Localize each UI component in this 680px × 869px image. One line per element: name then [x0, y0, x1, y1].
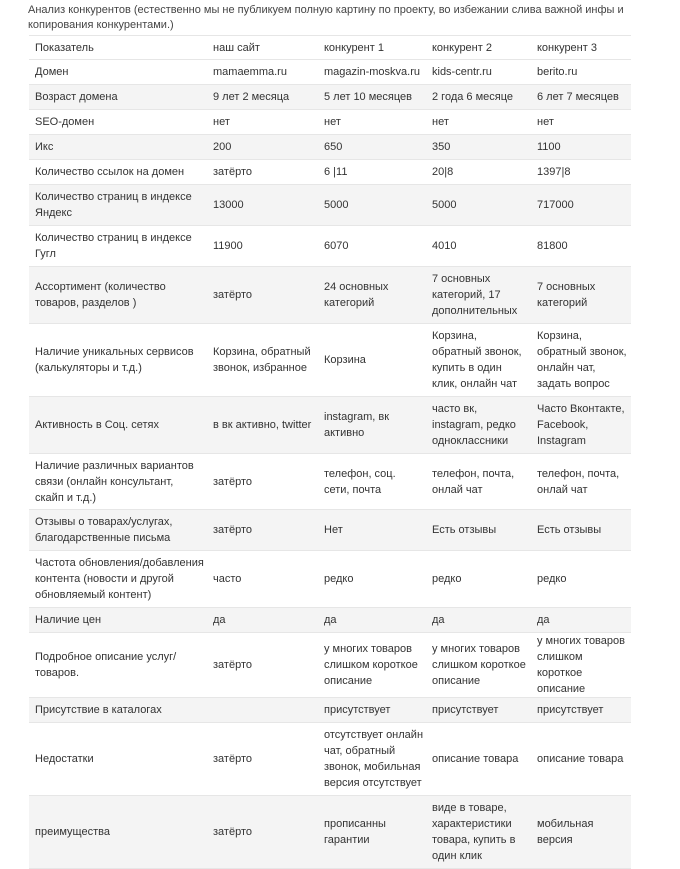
table-row [29, 796, 631, 869]
table-cell: Икс [29, 135, 207, 160]
table-cell: телефон, соц. сети, почта [318, 454, 426, 510]
table-row [29, 633, 631, 698]
table-cell: Нет [318, 510, 426, 551]
table-row [29, 510, 631, 551]
table-cell: Корзина, обратный звонок, избранное [207, 324, 318, 397]
table-cell: нет [318, 110, 426, 135]
table-cell: 20|8 [426, 160, 531, 185]
table-cell: 5 лет 10 месяцев [318, 85, 426, 110]
table-cell: да [318, 608, 426, 633]
table-cell: затёрто [207, 454, 318, 510]
table-cell: затёрто [207, 160, 318, 185]
table-cell: 7 основных категорий [531, 267, 631, 324]
table-cell: Корзина, обратный звонок, купить в один клик, онлайн чат [426, 324, 531, 397]
table-cell: 13000 [207, 185, 318, 226]
table-row [29, 723, 631, 796]
table-cell: отсутствует онлайн чат, обратный звонок, мобильная версия отсутствует [318, 723, 426, 796]
table-cell: 11900 [207, 226, 318, 267]
table-cell: присутствует [531, 698, 631, 723]
table-cell: телефон, почта, онлай чат [426, 454, 531, 510]
table-header-row [29, 36, 631, 60]
table-cell: Есть отзывы [531, 510, 631, 551]
table-cell: berito.ru [531, 60, 631, 85]
table-cell: часто [207, 551, 318, 608]
table-cell: 5000 [318, 185, 426, 226]
table-row [29, 608, 631, 633]
table-cell: 9 лет 2 месяца [207, 85, 318, 110]
table-cell: затёрто [207, 267, 318, 324]
table-cell: присутствует [426, 698, 531, 723]
table-cell: да [426, 608, 531, 633]
table-cell: затёрто [207, 633, 318, 698]
table-cell: Часто Вконтакте, Facebook, Instagram [531, 397, 631, 454]
table-row [29, 135, 631, 160]
table-cell: 24 основных категорий [318, 267, 426, 324]
table-cell: виде в товаре, характеристики товара, купить в один клик [426, 796, 531, 869]
table-cell: kids-centr.ru [426, 60, 531, 85]
table-row [29, 226, 631, 267]
table-cell: у многих товаров слишком короткое описание [531, 633, 631, 698]
table-cell: mamaemma.ru [207, 60, 318, 85]
table-row [29, 160, 631, 185]
table-row [29, 185, 631, 226]
table-cell: Количество ссылок на домен [29, 160, 207, 185]
table-cell: Ассортимент (количество товаров, разделов ) [29, 267, 207, 324]
table-cell: Домен [29, 60, 207, 85]
table-cell: нет [531, 110, 631, 135]
table-cell: описание товара [426, 723, 531, 796]
table-cell: описание товара [531, 723, 631, 796]
table-cell: 6 |11 [318, 160, 426, 185]
table-cell: Присутствие в каталогах [29, 698, 207, 723]
table-cell: у многих товаров слишком короткое описание [426, 633, 531, 698]
table-cell: Есть отзывы [426, 510, 531, 551]
table-cell: 1100 [531, 135, 631, 160]
table-row [29, 85, 631, 110]
table-cell: Недостатки [29, 723, 207, 796]
table-cell: 7 основных категорий, 17 дополнительных [426, 267, 531, 324]
table-cell: редко [531, 551, 631, 608]
table-cell: телефон, почта, онлай чат [531, 454, 631, 510]
table-cell: Количество страниц в индексе Яндекс [29, 185, 207, 226]
table-cell: 4010 [426, 226, 531, 267]
table-row [29, 324, 631, 397]
table-row [29, 267, 631, 324]
table-cell: затёрто [207, 723, 318, 796]
header-cell: конкурент 2 [426, 36, 531, 60]
table-row [29, 698, 631, 723]
table-cell: Подробное описание услуг/ товаров. [29, 633, 207, 698]
table-cell: 6 лет 7 месяцев [531, 85, 631, 110]
table-cell: редко [318, 551, 426, 608]
table-cell: 1397|8 [531, 160, 631, 185]
table-cell: Частота обновления/добавления контента (новости и другой обновляемый контент) [29, 551, 207, 608]
table-cell: прописанны гарантии [318, 796, 426, 869]
table-cell: часто вк, instagram, редко одноклассники [426, 397, 531, 454]
table-cell: Возраст домена [29, 85, 207, 110]
table-cell: 5000 [426, 185, 531, 226]
table-cell: да [207, 608, 318, 633]
table-cell: Наличие цен [29, 608, 207, 633]
table-row [29, 60, 631, 85]
header-cell: наш сайт [207, 36, 318, 60]
table-cell: 650 [318, 135, 426, 160]
competitor-analysis-table [29, 35, 631, 869]
header-cell: конкурент 3 [531, 36, 631, 60]
table-cell: 81800 [531, 226, 631, 267]
table-cell: Активность в Соц. сетях [29, 397, 207, 454]
table-cell: magazin-moskva.ru [318, 60, 426, 85]
table-cell: затёрто [207, 796, 318, 869]
header-cell: конкурент 1 [318, 36, 426, 60]
table-cell: нет [207, 110, 318, 135]
table-cell: у многих товаров слишком короткое описание [318, 633, 426, 698]
table-cell: мобильная версия [531, 796, 631, 869]
header-cell: Показатель [29, 36, 207, 60]
table-cell: редко [426, 551, 531, 608]
table-row [29, 110, 631, 135]
table-cell: 717000 [531, 185, 631, 226]
table-cell: присутствует [318, 698, 426, 723]
table-cell: затёрто [207, 510, 318, 551]
table-cell: Количество страниц в индексе Гугл [29, 226, 207, 267]
table-cell: 200 [207, 135, 318, 160]
table-cell: 350 [426, 135, 531, 160]
table-cell: Наличие различных вариантов связи (онлайн консультант, скайп и т.д.) [29, 454, 207, 510]
table-cell: преимущества [29, 796, 207, 869]
table-cell: instagram, вк активно [318, 397, 426, 454]
table-cell: в вк активно, twitter [207, 397, 318, 454]
table-row [29, 454, 631, 510]
intro-text: Анализ конкурентов (естественно мы не публикуем полную картину по проекту, во избежании слива важной инфы и копирования конкурентами.) [28, 4, 624, 31]
table-cell: 2 года 6 месяце [426, 85, 531, 110]
table-cell: Корзина, обратный звонок, онлайн чат, задать вопрос [531, 324, 631, 397]
table-cell: нет [426, 110, 531, 135]
table-cell: Отзывы о товарах/услугах, благодарственные письма [29, 510, 207, 551]
table-row [29, 551, 631, 608]
table-cell [207, 698, 318, 723]
table-cell: Наличие уникальных сервисов (калькуляторы и т.д.) [29, 324, 207, 397]
table-cell: да [531, 608, 631, 633]
table-row [29, 397, 631, 454]
table-cell: SEO-домен [29, 110, 207, 135]
table-cell: Корзина [318, 324, 426, 397]
table-cell: 6070 [318, 226, 426, 267]
